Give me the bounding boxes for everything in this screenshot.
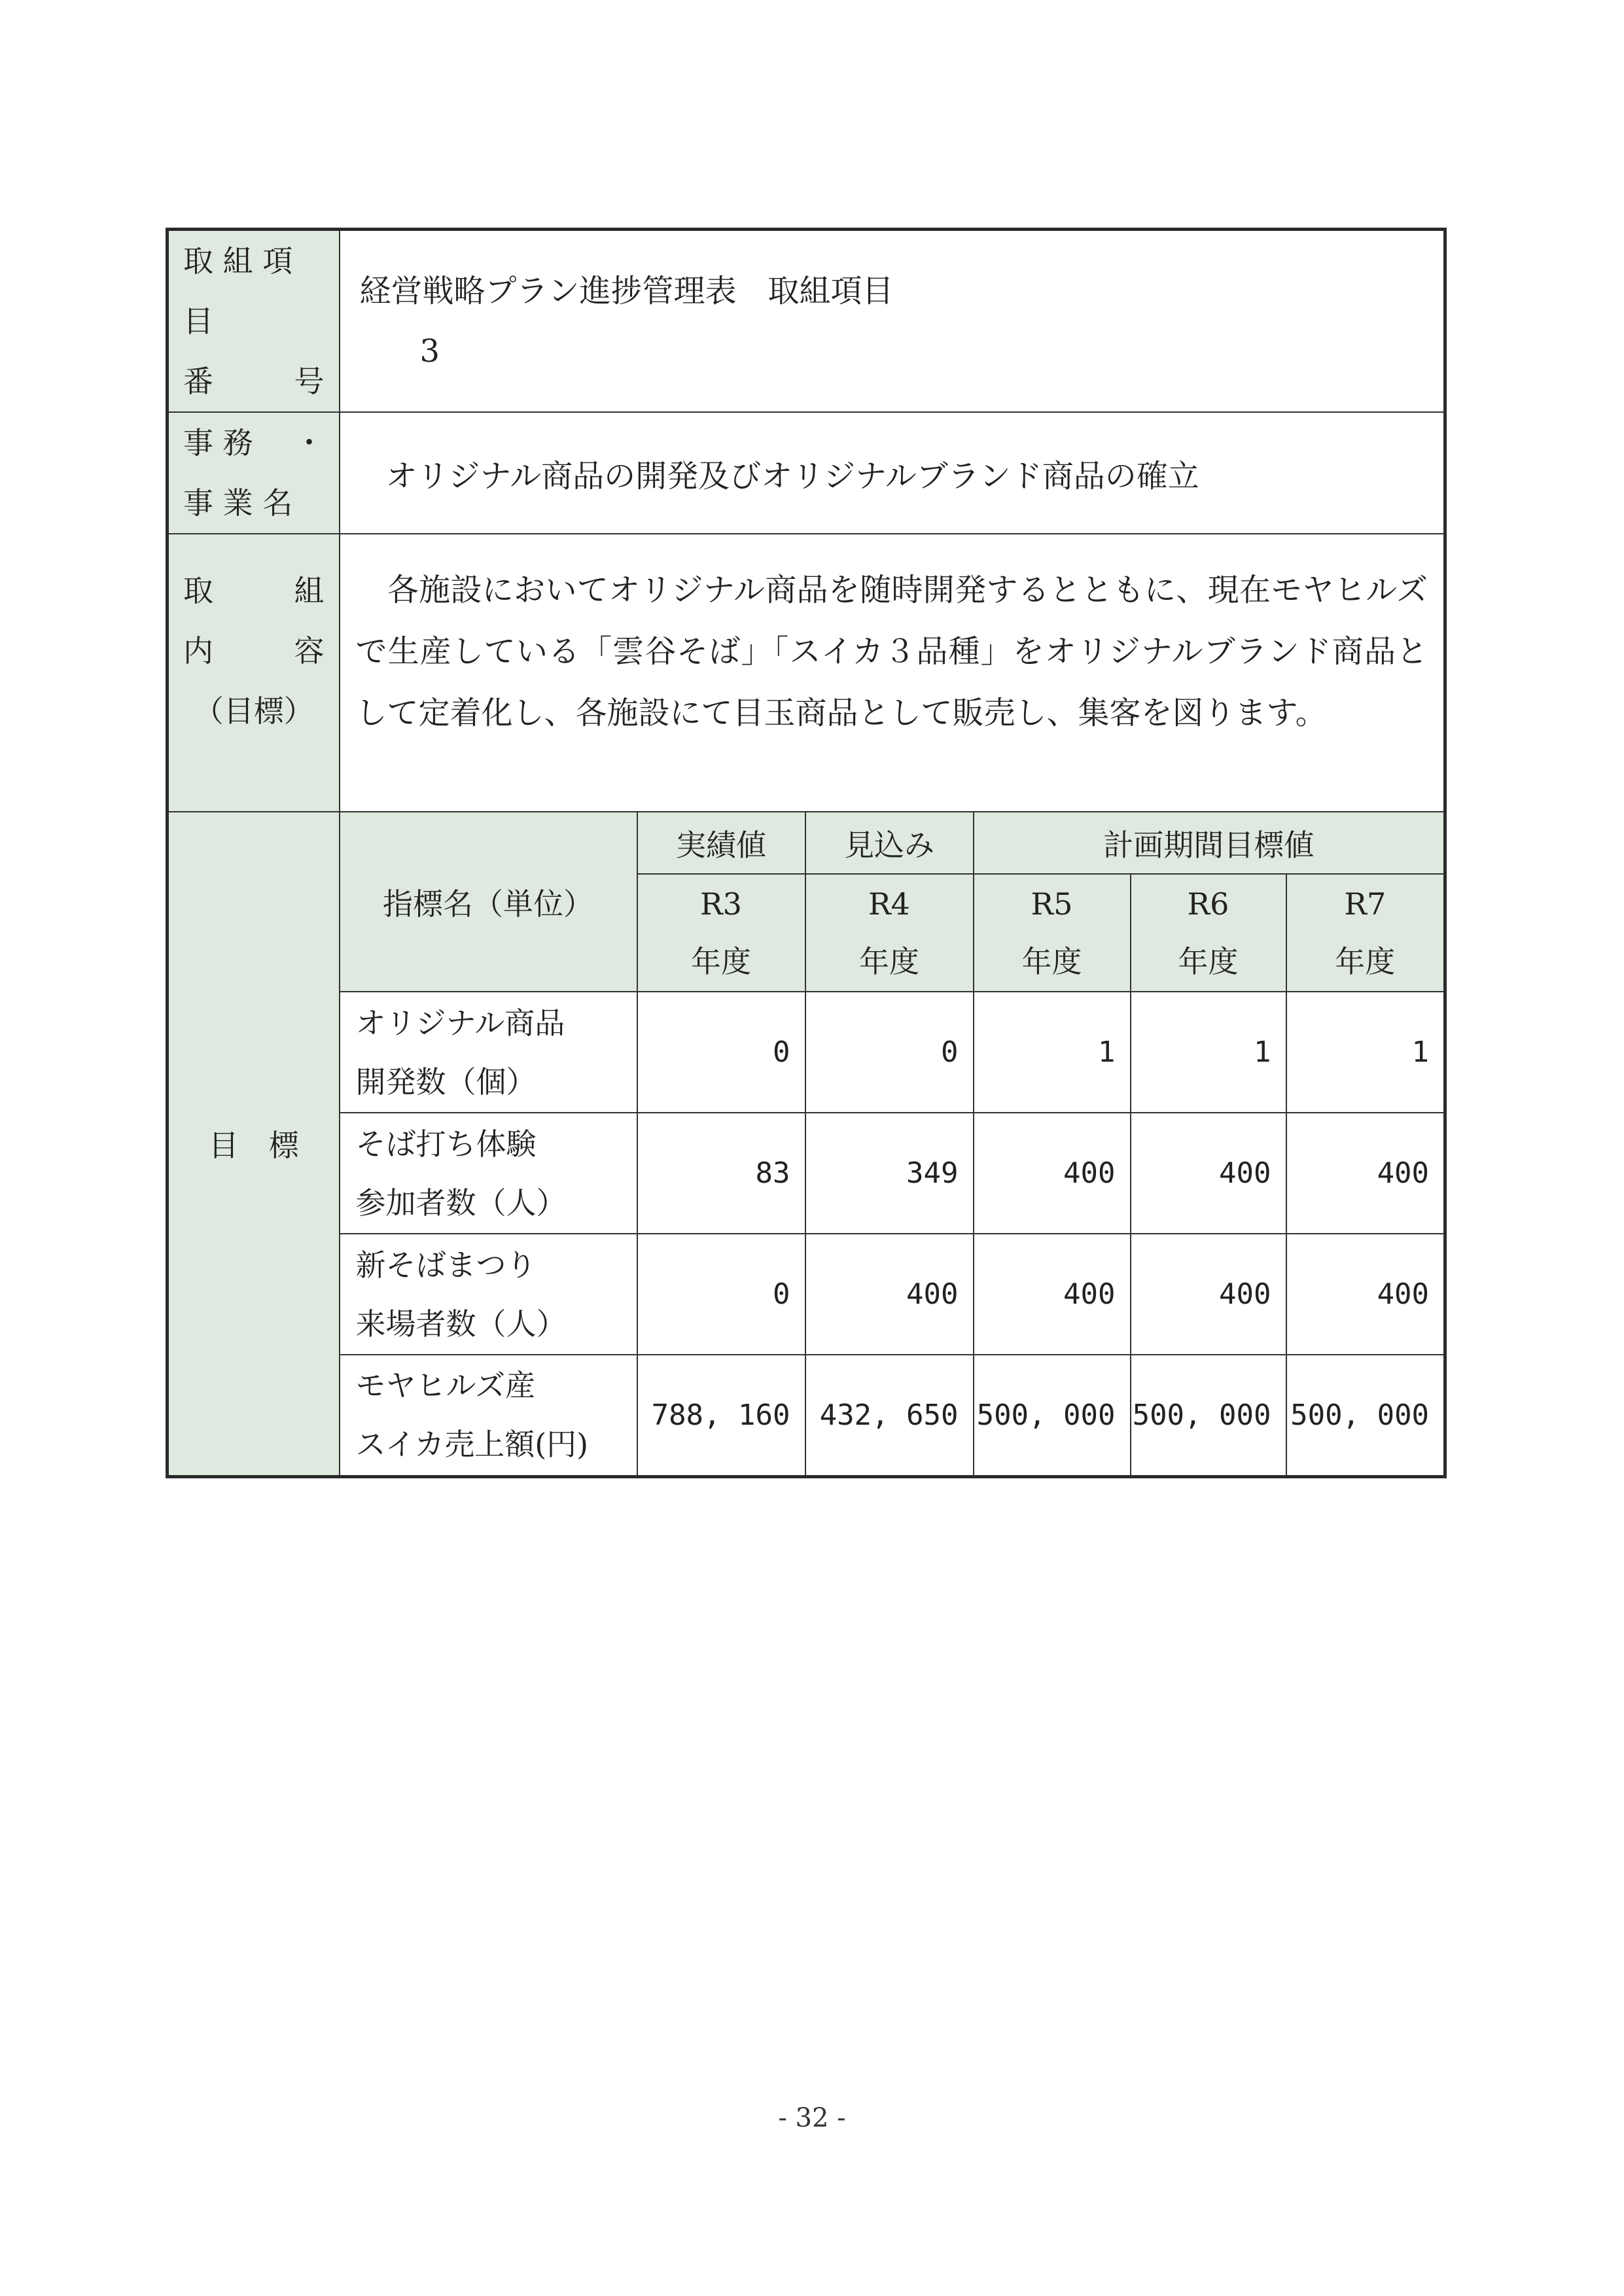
value-cell: 1 — [974, 992, 1131, 1113]
progress-table — [166, 228, 1447, 1478]
indicator-line1: 新そばまつり — [355, 1247, 537, 1283]
year-unit: 年度 — [1178, 944, 1239, 979]
project-label-jigyomei: 事 業 名 — [183, 485, 293, 521]
item-number-value — [340, 230, 1445, 413]
indicator-name — [340, 1234, 637, 1355]
value-cell: 432, 650 — [805, 1355, 974, 1476]
indicator-line2: スイカ売上額(円) — [355, 1427, 589, 1463]
plan-header: 計画期間目標値 — [974, 812, 1445, 874]
table-row — [168, 1355, 1445, 1476]
item-number: 3 — [419, 333, 440, 370]
project-label-dot: ・ — [294, 425, 325, 461]
value-cell: 0 — [637, 1234, 805, 1355]
value-cell: 400 — [1131, 1113, 1286, 1234]
year-code: R7 — [1344, 886, 1386, 922]
year-header — [1131, 874, 1286, 992]
item-label-go: 号 — [294, 364, 325, 399]
table-row — [168, 1113, 1445, 1234]
item-number-label — [168, 230, 340, 413]
value-cell: 1 — [1286, 992, 1445, 1113]
indicator-header: 指標名（単位） — [340, 812, 637, 992]
value-cell: 400 — [1131, 1234, 1286, 1355]
year-header — [974, 874, 1131, 992]
year-code: R6 — [1187, 886, 1229, 922]
indicator-line2: 開発数（個） — [355, 1064, 537, 1100]
value-cell: 500, 000 — [974, 1355, 1131, 1476]
content-label-nai: 内 — [183, 633, 213, 669]
year-code: R5 — [1031, 886, 1073, 922]
value-cell: 500, 000 — [1286, 1355, 1445, 1476]
forecast-header: 見込み — [805, 812, 974, 874]
year-code: R4 — [868, 886, 910, 922]
indicator-line2: 来場者数（人） — [355, 1306, 567, 1342]
item-label-ban: 番 — [183, 364, 213, 399]
value-cell: 788, 160 — [637, 1355, 805, 1476]
table-row — [168, 1234, 1445, 1355]
indicator-name — [340, 1113, 637, 1234]
value-cell: 500, 000 — [1131, 1355, 1286, 1476]
indicator-line1: オリジナル商品 — [355, 1005, 565, 1041]
item-label-line1: 取 組 項 目 — [183, 243, 293, 339]
content-label-tori: 取 — [183, 573, 213, 608]
year-code: R3 — [700, 886, 742, 922]
value-cell: 400 — [974, 1113, 1131, 1234]
project-label-jimu: 事 務 — [183, 425, 253, 461]
value-cell: 400 — [805, 1234, 974, 1355]
year-unit: 年度 — [859, 944, 919, 979]
table-row — [168, 992, 1445, 1113]
actual-header: 実績値 — [637, 812, 805, 874]
project-name-label — [168, 412, 340, 534]
page-number: - 32 - — [778, 2103, 846, 2133]
indicator-line1: モヤヒルズ産 — [355, 1368, 536, 1404]
year-header — [805, 874, 974, 992]
value-cell: 400 — [1286, 1234, 1445, 1355]
content-text: 各施設においてオリジナル商品を随時開発するとともに、現在モヤヒルズで生産している「雲谷そば」「スイカ３品種」をオリジナルブランド商品として定着化し、各施設にて目玉商品として販売し、集客を図ります。 — [340, 534, 1445, 812]
indicator-name — [340, 1355, 637, 1476]
value-cell: 400 — [974, 1234, 1131, 1355]
plan-title: 経営戦略プラン進捗管理表 取組項目 — [359, 273, 894, 309]
content-label-you: 容 — [294, 633, 325, 669]
indicator-line1: そば打ち体験 — [355, 1126, 537, 1162]
year-unit: 年度 — [1335, 944, 1396, 979]
content-label-kumi: 組 — [294, 573, 325, 608]
value-cell: 400 — [1286, 1113, 1445, 1234]
value-cell: 349 — [805, 1113, 974, 1234]
value-cell: 1 — [1131, 992, 1286, 1113]
year-unit: 年度 — [1021, 944, 1082, 979]
project-name: オリジナル商品の開発及びオリジナルブランド商品の確立 — [340, 412, 1445, 534]
year-header — [637, 874, 805, 992]
year-unit: 年度 — [691, 944, 751, 979]
content-label — [168, 534, 340, 812]
content-label-mokuhyo: （目標） — [193, 693, 314, 729]
indicator-name — [340, 992, 637, 1113]
value-cell: 83 — [637, 1113, 805, 1234]
value-cell: 0 — [805, 992, 974, 1113]
value-cell: 0 — [637, 992, 805, 1113]
indicator-line2: 参加者数（人） — [355, 1185, 567, 1221]
year-header — [1286, 874, 1445, 992]
targets-section-label: 目 標 — [168, 812, 340, 1476]
